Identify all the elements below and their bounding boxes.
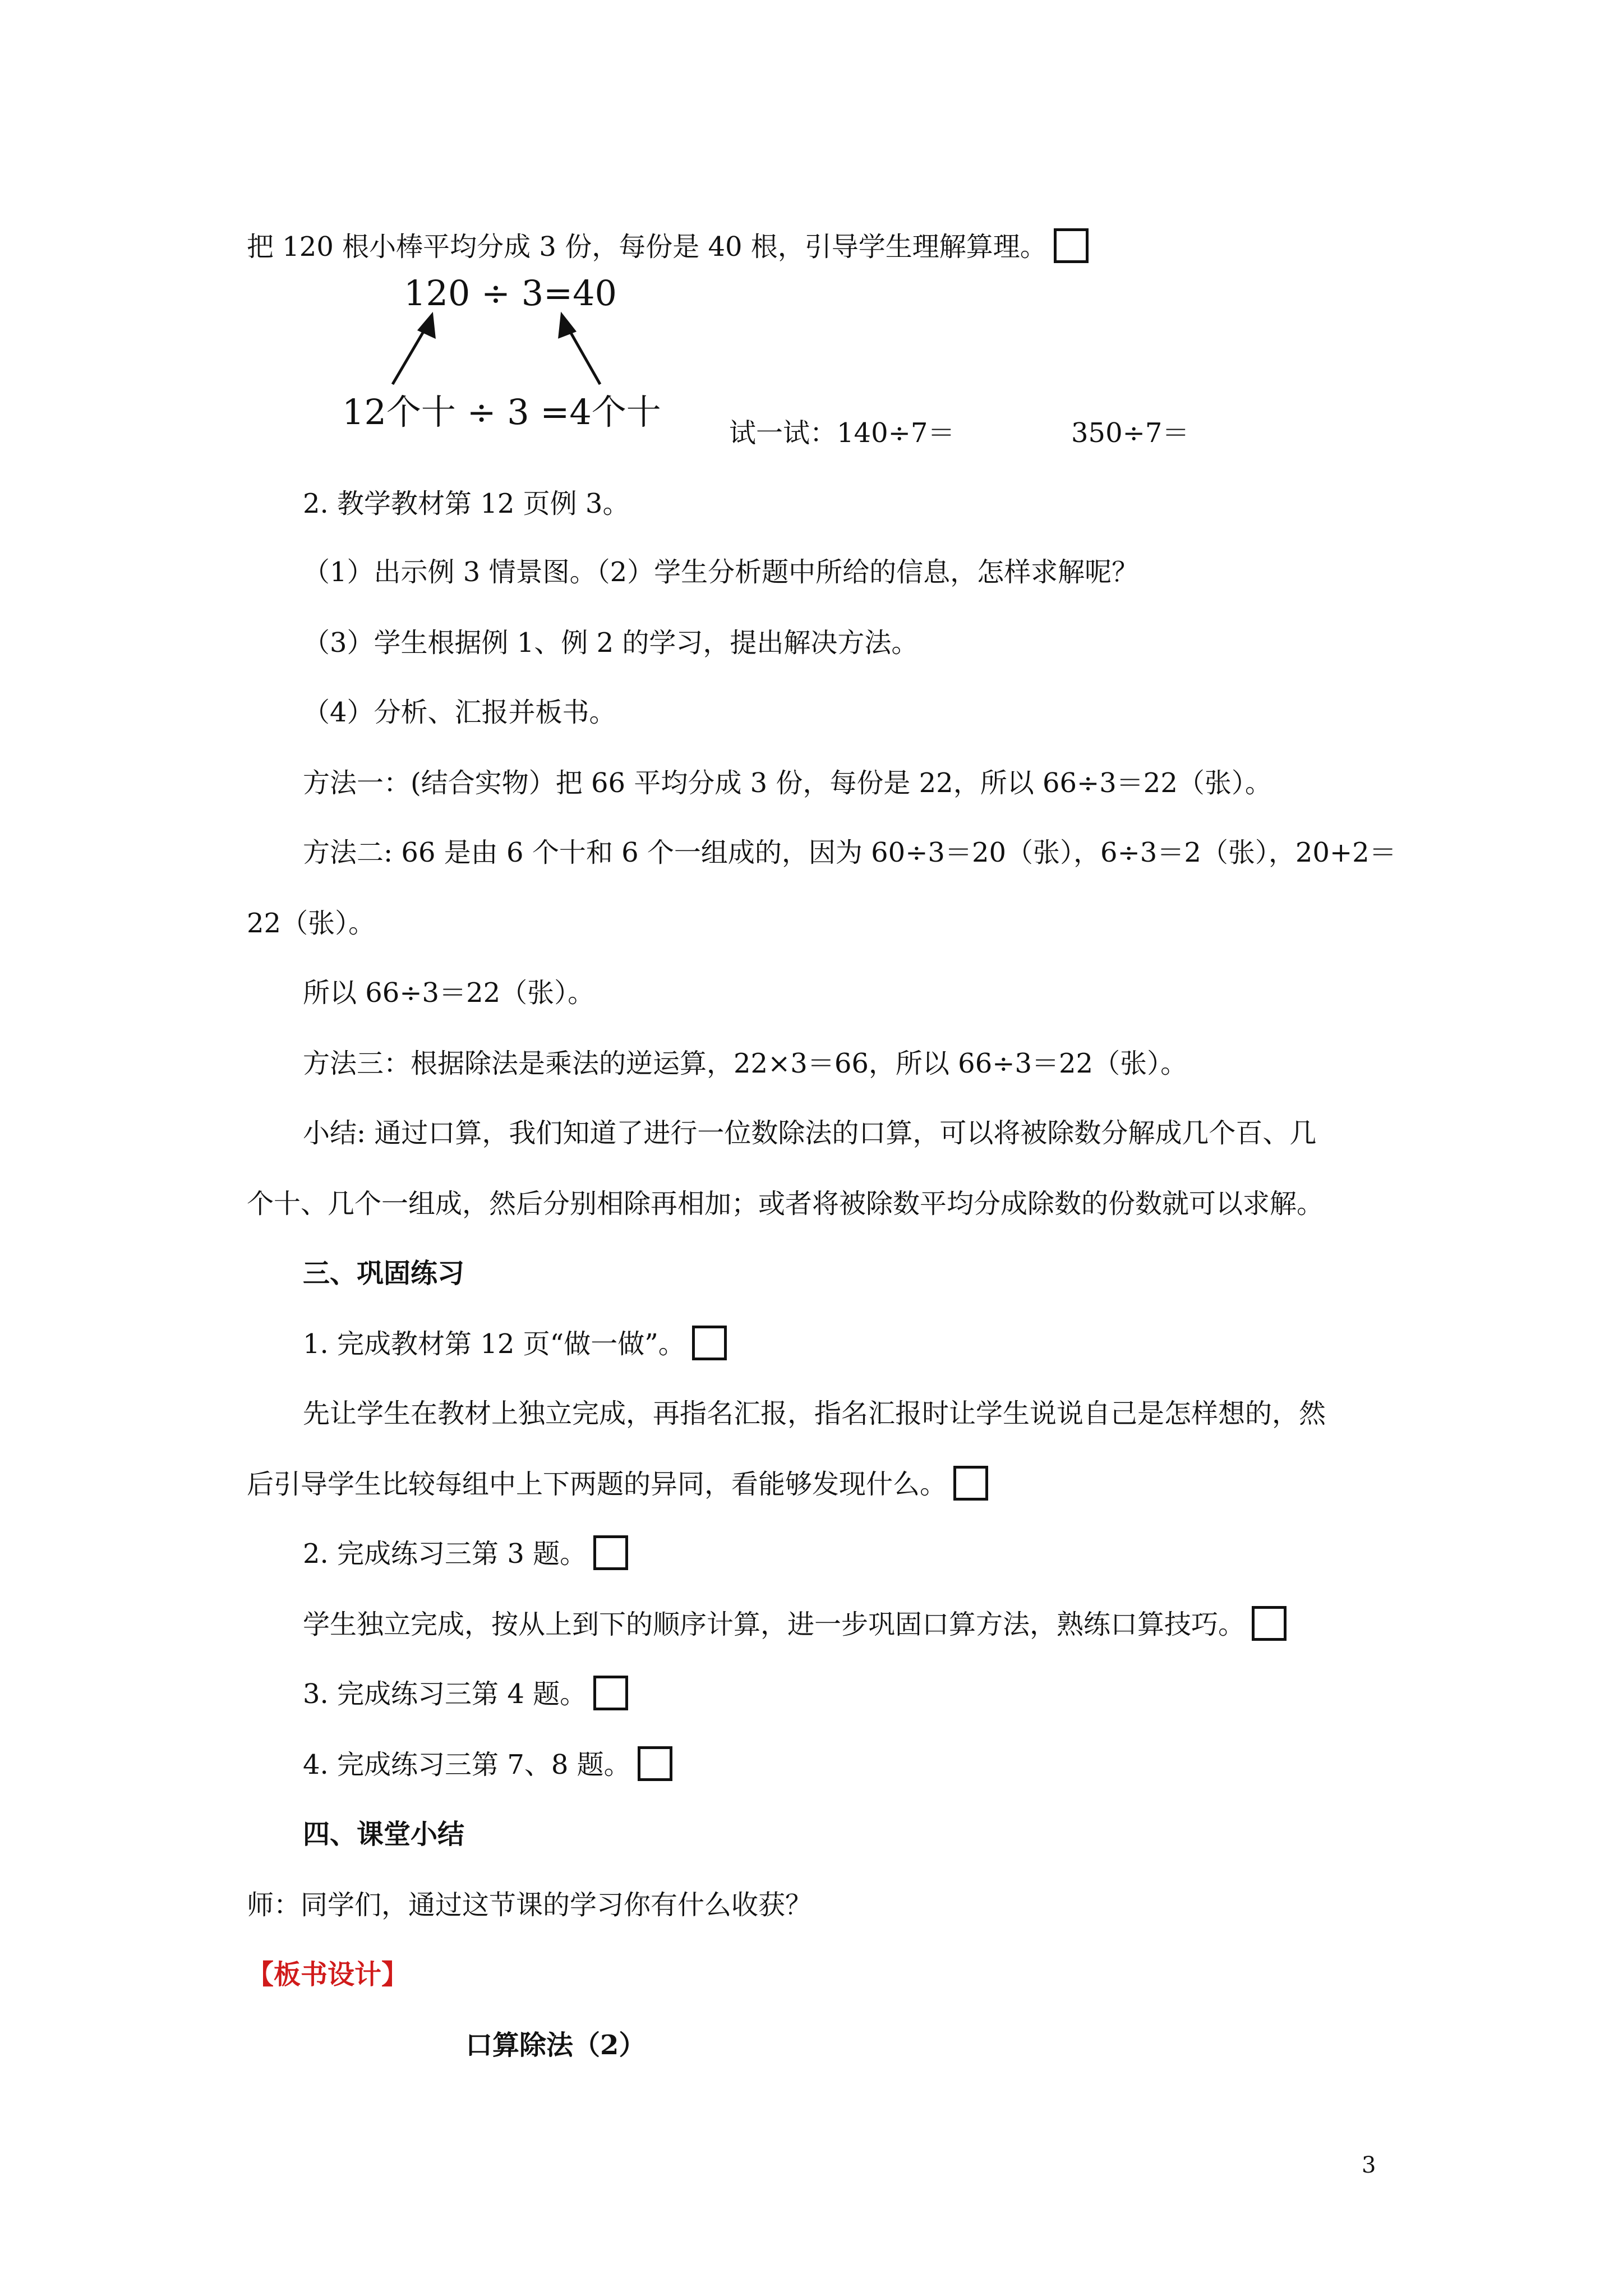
para-9: 所以 66÷3＝22（张）。: [303, 977, 595, 1009]
checkbox[interactable]: [638, 1746, 672, 1781]
para-5: （4）分析、汇报并板书。: [303, 697, 616, 728]
para-18: 3. 完成练习三第 4 题。: [303, 1677, 628, 1714]
equation-top: 120 ÷ 3=40: [404, 273, 617, 314]
para-8: 22（张）。: [247, 908, 376, 939]
para-7: 方法二: 66 是由 6 个十和 6 个一组成的，因为 60÷3＝20（张），6÷3＝2（张），20+2＝: [303, 837, 1396, 868]
para-20: 师：同学们，通过这节课的学习你有什么收获？: [247, 1889, 813, 1921]
para-17: 学生独立完成，按从上到下的顺序计算，进一步巩固口算方法，熟练口算技巧。: [303, 1608, 1287, 1644]
para-14: 先让学生在教材上独立完成，再指名汇报，指名汇报时让学生说说自己是怎样想的，然: [303, 1398, 1326, 1429]
checkbox[interactable]: [953, 1466, 988, 1501]
para-2: 2. 教学教材第 12 页例 3。: [303, 488, 630, 519]
para-3: （1）出示例 3 情景图。（2）学生分析题中所给的信息，怎样求解呢？: [303, 556, 1139, 588]
board-title: 口算除法（2）: [465, 2030, 646, 2061]
para-13: 1. 完成教材第 12 页“做一做”。: [303, 1327, 727, 1364]
equation-bottom: 12个十 ÷ 3 =4个十: [342, 392, 661, 432]
checkbox[interactable]: [593, 1676, 628, 1710]
try-it: 试一试：140÷7＝: [729, 417, 955, 449]
para-16: 2. 完成练习三第 3 题。: [303, 1537, 628, 1573]
try-it-2: 350÷7＝: [1071, 417, 1189, 449]
para-11: 小结: 通过口算，我们知道了进行一位数除法的口算，可以将被除数分解成几个百、几: [303, 1117, 1317, 1149]
para-4: （3）学生根据例 1、例 2 的学习，提出解决方法。: [303, 627, 919, 659]
heading-3: 三、巩固练习: [303, 1258, 465, 1289]
heading-4: 四、课堂小结: [303, 1819, 465, 1850]
para-12: 个十、几个一组成，然后分别相除再相加；或者将被除数平均分成除数的份数就可以求解。: [247, 1188, 1324, 1220]
checkbox[interactable]: [1252, 1606, 1287, 1641]
board-design-heading: 【板书设计】: [247, 1959, 409, 1990]
para-15: 后引导学生比较每组中上下两题的异同，看能够发现什么。: [247, 1467, 988, 1504]
para-19: 4. 完成练习三第 7、8 题。: [303, 1748, 672, 1784]
checkbox[interactable]: [692, 1326, 727, 1360]
para-intro: 把 120 根小棒平均分成 3 份，每份是 40 根，引导学生理解算理。: [247, 230, 1089, 266]
checkbox[interactable]: [593, 1535, 628, 1570]
page-number: 3: [1362, 2152, 1376, 2178]
para-10: 方法三：根据除法是乘法的逆运算，22×3＝66，所以 66÷3＝22（张）。: [303, 1048, 1188, 1079]
para-6: 方法一：(结合实物）把 66 平均分成 3 份，每份是 22，所以 66÷3＝22（张）。: [303, 767, 1272, 799]
